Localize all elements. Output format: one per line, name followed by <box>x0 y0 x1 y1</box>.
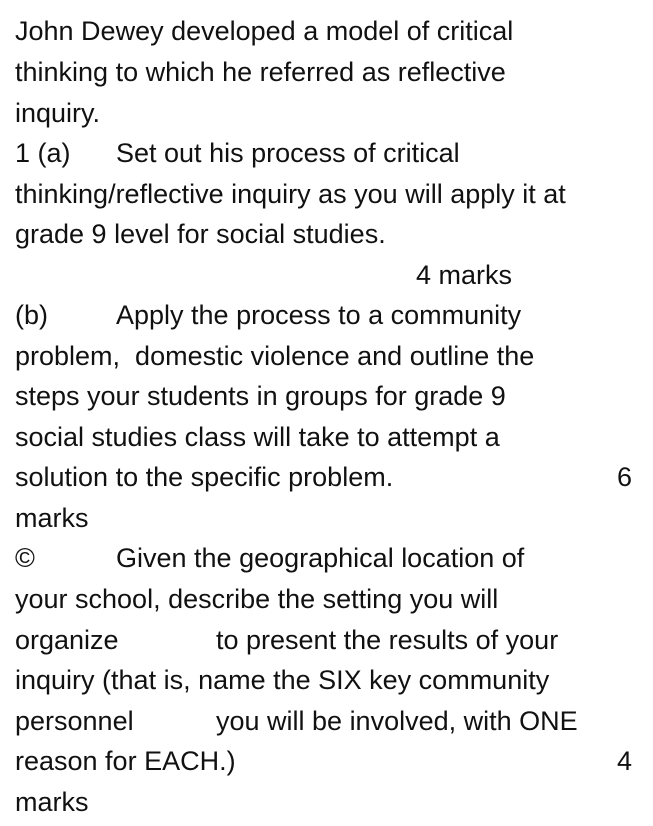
q1b-marks-number: 6 <box>617 462 633 492</box>
q1b-line-4: social studies class will take to attempt a <box>15 422 500 452</box>
q1b-label: (b) <box>15 300 48 330</box>
intro-line-3: inquiry. <box>15 98 101 128</box>
q1b-marks-word: marks <box>15 503 89 533</box>
q1a-line-1: Set out his process of critical <box>116 138 460 168</box>
q1c-marks-word: marks <box>15 787 89 817</box>
intro-line-2: thinking to which he referred as reflective <box>15 57 506 87</box>
q1a-label: 1 (a) <box>15 138 71 168</box>
q1c-line-1: Given the geographical location of <box>116 543 525 573</box>
q1a-line-2: thinking/reflective inquiry as you will apply it at <box>15 179 566 209</box>
intro-line-1: John Dewey developed a model of critical <box>15 16 514 46</box>
q1a-line-3: grade 9 level for social studies. <box>15 219 386 249</box>
q1a-marks: 4 marks <box>416 260 513 290</box>
q1b-line-3: steps your students in groups for grade 9 <box>15 381 506 411</box>
q1c-line-4: inquiry (that is, name the SIX key community <box>15 665 550 695</box>
q1c-line-5b: you will be involved, with ONE <box>216 706 578 736</box>
q1c-line-3a: organize <box>15 625 119 655</box>
q1c-line-2: your school, describe the setting you will <box>15 584 499 614</box>
q1b-line-1: Apply the process to a community <box>116 300 522 330</box>
q1c-marks-number: 4 <box>617 746 633 776</box>
q1c-line-5a: personnel <box>15 706 134 736</box>
q1c-label: © <box>15 543 35 573</box>
q1b-line-5: solution to the specific problem. <box>15 462 394 492</box>
q1c-line-6: reason for EACH.) <box>15 746 236 776</box>
q1c-line-3b: to present the results of your <box>216 625 559 655</box>
q1b-line-2: problem, domestic violence and outline the <box>15 341 535 371</box>
